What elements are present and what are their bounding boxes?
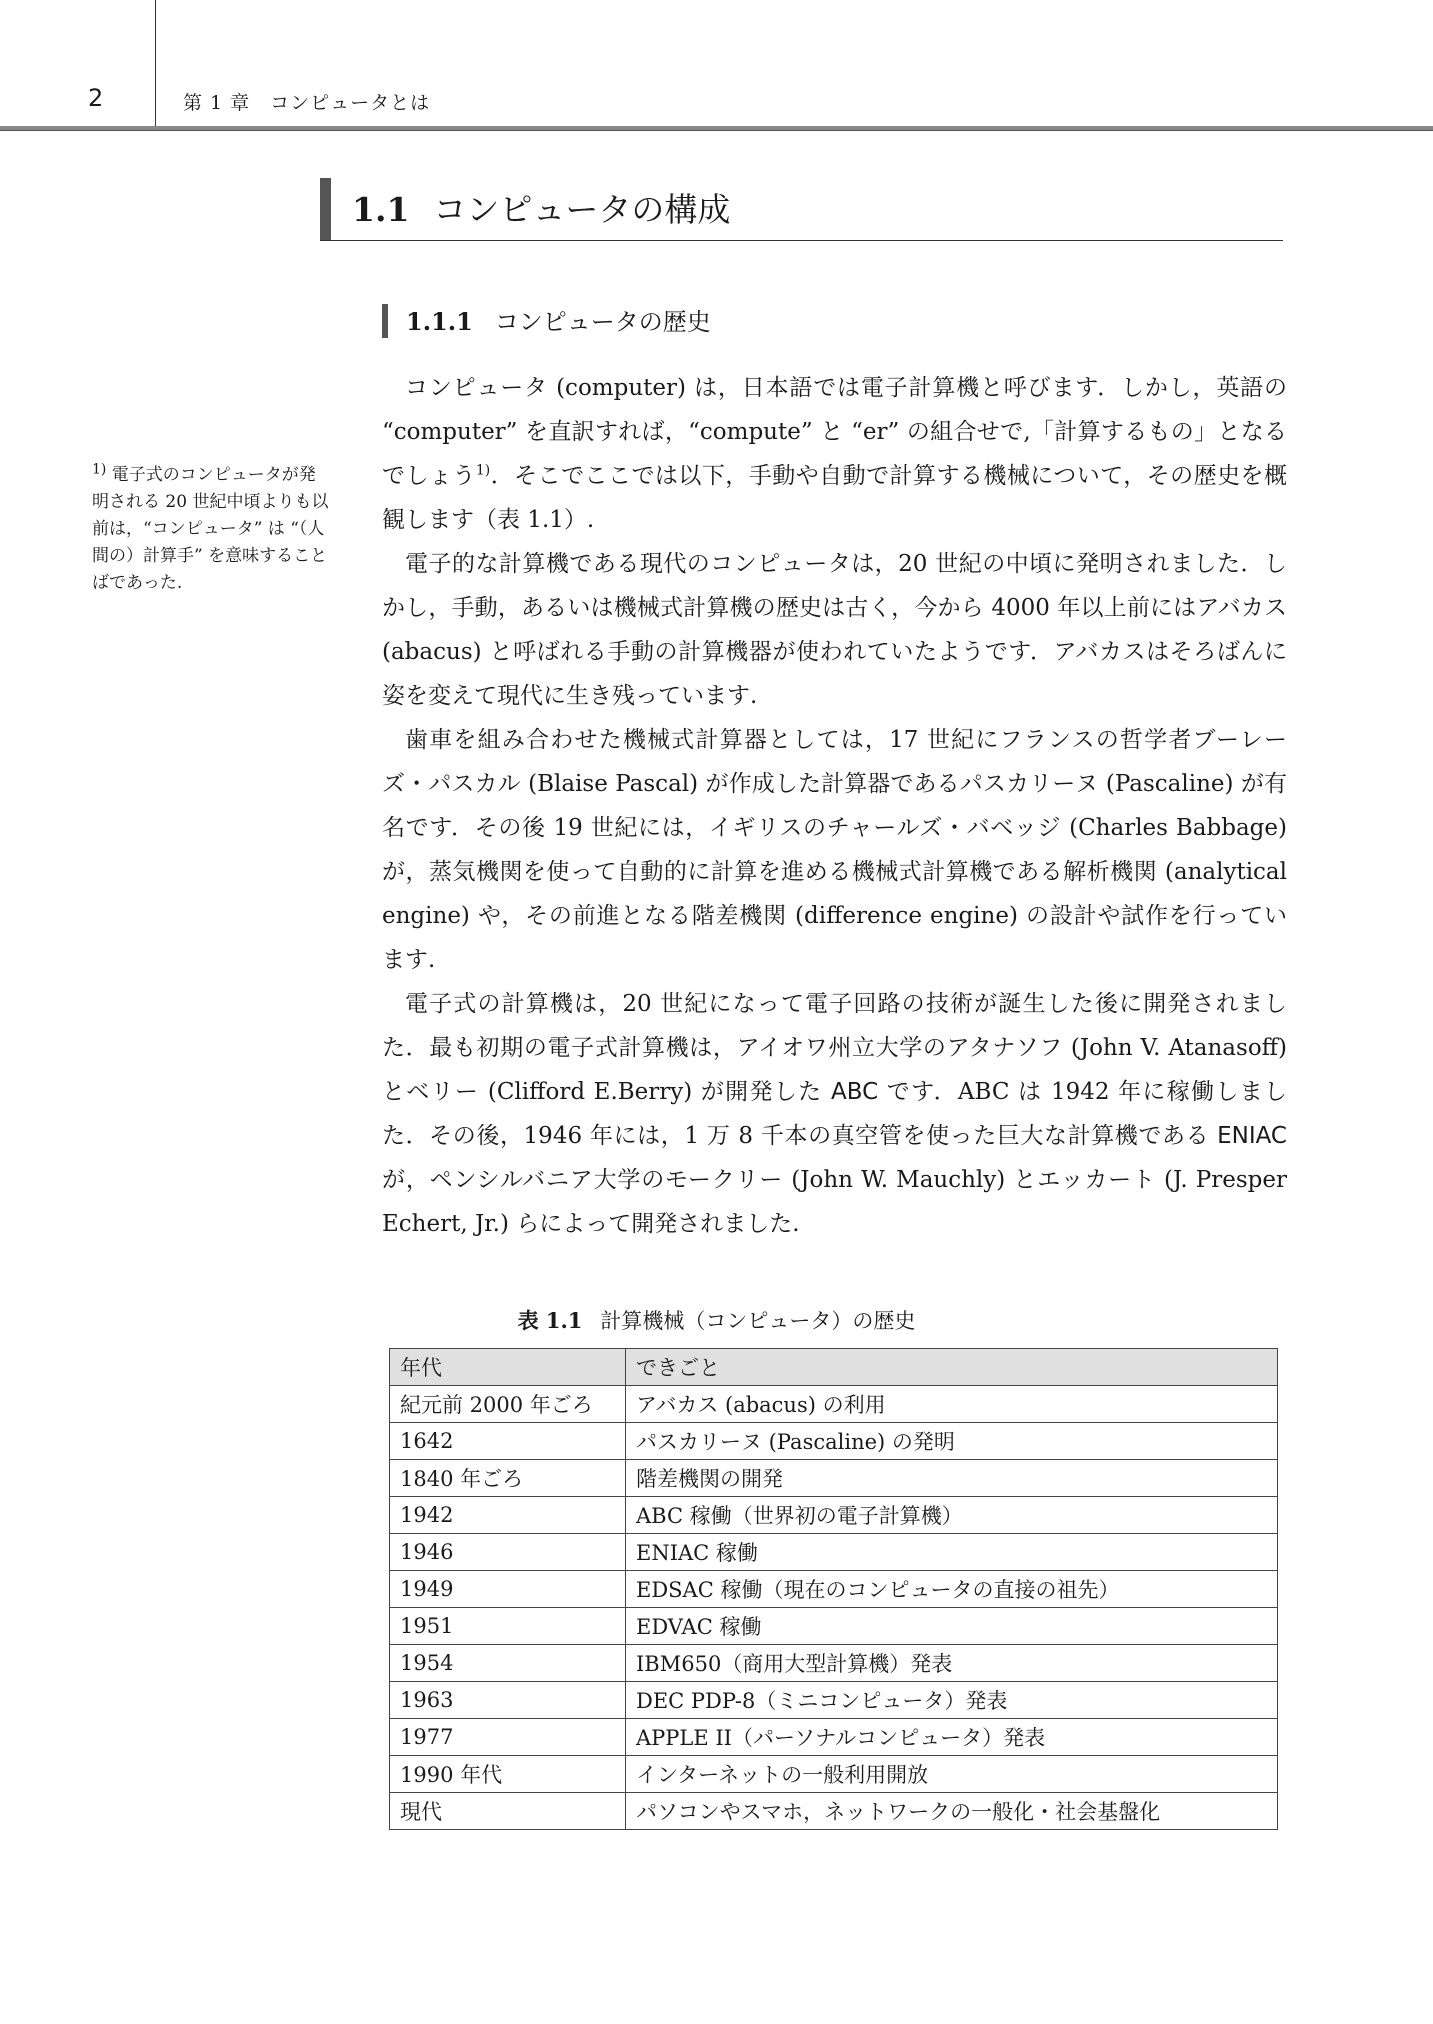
body-paragraph <box>382 366 1287 542</box>
table-row <box>390 1423 1278 1460</box>
text-run: (John W. Mauchly) と <box>783 1167 1038 1193</box>
key-term: アバカス <box>1196 595 1287 621</box>
table-cell-event: EDSAC 稼働（現在のコンピュータの直接の祖先） <box>626 1571 1278 1608</box>
subsection-marker-bar <box>382 304 388 338</box>
text-run: (Pascaline) が有名です．その後 19 世紀には，イギリスの <box>382 771 1288 841</box>
body-paragraph <box>382 982 1287 1246</box>
running-header <box>0 0 1433 132</box>
footnote-reference: 1) <box>475 462 491 479</box>
header-rule <box>0 126 1433 131</box>
page-number: 2 <box>88 84 104 112</box>
text-run: 歯車を組み合わせた機械式計算器としては，17 世紀にフランスの哲学者 <box>405 727 1193 753</box>
text-run: 電子的な計算機である現代のコンピュータは，20 世紀の中頃に発明されました．しかし，手動，あるいは機械式計算機の歴史は古く，今から 4000 年以上前には <box>382 551 1287 621</box>
key-term: モークリー <box>665 1167 784 1193</box>
table-row <box>390 1608 1278 1645</box>
text-run: が，ペンシルバニア大学の <box>382 1167 666 1193</box>
key-term: チャールズ・バベッジ <box>826 815 1062 841</box>
subsection-title-text: コンピュータの歴史 <box>494 308 711 336</box>
table-cell-event: DEC PDP-8（ミニコンピュータ）発表 <box>626 1682 1278 1719</box>
table-row <box>390 1460 1278 1497</box>
text-run: (Blaise Pascal) が作成した計算器である <box>520 771 960 797</box>
table-cell-event: EDVAC 稼働 <box>626 1608 1278 1645</box>
key-term: ABC <box>831 1079 879 1105</box>
header-divider <box>155 0 156 128</box>
section-heading <box>320 178 1283 241</box>
table-header-row <box>390 1349 1278 1386</box>
body-paragraph <box>382 542 1287 718</box>
key-term: コンピュータ <box>405 375 548 401</box>
table-row <box>390 1719 1278 1756</box>
table-row <box>390 1497 1278 1534</box>
key-term: アタナソフ <box>946 1035 1063 1061</box>
table-cell-era: 1840 年ごろ <box>390 1460 626 1497</box>
section-title-text: コンピュータの構成 <box>433 190 731 229</box>
table-cell-era: 1951 <box>390 1608 626 1645</box>
body-paragraph <box>382 718 1287 982</box>
table-cell-era: 1946 <box>390 1534 626 1571</box>
section-marker-bar <box>320 178 331 240</box>
table-row <box>390 1534 1278 1571</box>
table-cell-era: 紀元前 2000 年ごろ <box>390 1386 626 1423</box>
subsection-title <box>406 302 711 337</box>
table-cell-era: 1642 <box>390 1423 626 1460</box>
section-title <box>352 184 730 231</box>
table-caption-label: 表 1.1 <box>517 1308 583 1333</box>
text-run: (abacus) と呼ばれる手動の計算機器が使われていたようです．アバカスはそろばんに姿を変えて現代に生き残っています. <box>382 639 1287 709</box>
text-run: (J. Presper Echert, Jr.) らによって開発されました. <box>382 1167 1287 1237</box>
table-cell-event: ENIAC 稼働 <box>626 1534 1278 1571</box>
key-term: 解析機関 <box>1063 859 1158 885</box>
key-term: ENIAC <box>1217 1123 1287 1149</box>
table-cell-event: アバカス (abacus) の利用 <box>626 1386 1278 1423</box>
text-run: です．ABC は 1942 年に稼働しました．その後，1946 年には，1 万 8 千本の真空管を使った巨大な計算機である <box>382 1079 1287 1149</box>
table-row <box>390 1793 1278 1830</box>
text-run: 電子式の計算機は，20 世紀になって電子回路の技術が誕生した後に開発されました．最も初期の電子式計算機は，アイオワ州立大学の <box>382 991 1287 1061</box>
table-cell-event: 階差機関の開発 <box>626 1460 1278 1497</box>
text-run: (Charles Babbage) が，蒸気機関を使って自動的に計算を進める機械式計算機である <box>382 815 1287 885</box>
table-row <box>390 1645 1278 1682</box>
table-cell-era: 1954 <box>390 1645 626 1682</box>
footnote-text: 電子式のコンピュータが発明される 20 世紀中頃よりも以前は，“コンピュータ” は “（人間の）計算手” を意味することばであった. <box>92 465 329 593</box>
table-cell-era: 1942 <box>390 1497 626 1534</box>
table-cell-event: インターネットの一般利用開放 <box>626 1756 1278 1793</box>
text-run: (computer) は，日本語では電子計算機と呼びます．しかし，英語の “computer” を直訳すれば，“compute” と “er” の組合せで,「計算するもの」となるでしょう <box>382 375 1288 489</box>
table-cell-era: 現代 <box>390 1793 626 1830</box>
table-cell-event: パスカリーヌ (Pascaline) の発明 <box>626 1423 1278 1460</box>
table-caption <box>0 1305 1433 1335</box>
margin-footnote <box>92 462 332 597</box>
table-row <box>390 1756 1278 1793</box>
section-number: 1.1 <box>352 190 410 229</box>
footnote-marker: 1) <box>92 461 107 478</box>
table-cell-era: 1977 <box>390 1719 626 1756</box>
key-term: パスカリーヌ <box>959 771 1099 797</box>
table-cell-event: ABC 稼働（世界初の電子計算機） <box>626 1497 1278 1534</box>
table-header-event: できごと <box>626 1349 1278 1386</box>
key-term: エッカート <box>1037 1167 1156 1193</box>
table-cell-event: APPLE II（パーソナルコンピュータ）発表 <box>626 1719 1278 1756</box>
text-run: ．そこでここでは以下，手動や自動で計算する機械について，その歴史を概観します（表 1.1）. <box>382 463 1288 533</box>
chapter-title: 第 1 章 コンピュータとは <box>183 92 431 114</box>
key-term: 階差機関 <box>691 903 787 929</box>
text-run: (difference engine) の設計や試作を行っています. <box>382 903 1288 973</box>
key-term: ブーレーズ・パスカル <box>382 727 1288 797</box>
table-cell-era: 1963 <box>390 1682 626 1719</box>
history-table <box>389 1348 1278 1830</box>
table-caption-title: 計算機械（コンピュータ）の歴史 <box>600 1309 916 1333</box>
table-row <box>390 1571 1278 1608</box>
body-text <box>382 366 1287 1246</box>
subsection-number: 1.1.1 <box>406 307 473 336</box>
table-cell-era: 1949 <box>390 1571 626 1608</box>
text-run: (John V. Atanasoff) とベリー (Clifford E.Berry) が開発した <box>382 1035 1287 1105</box>
table-header-era: 年代 <box>390 1349 626 1386</box>
table-cell-event: IBM650（商用大型計算機）発表 <box>626 1645 1278 1682</box>
table-cell-event: パソコンやスマホ，ネットワークの一般化・社会基盤化 <box>626 1793 1278 1830</box>
table-cell-era: 1990 年代 <box>390 1756 626 1793</box>
text-run: (analytical engine) や，その前進となる <box>382 859 1288 929</box>
table-row <box>390 1682 1278 1719</box>
table-row <box>390 1386 1278 1423</box>
